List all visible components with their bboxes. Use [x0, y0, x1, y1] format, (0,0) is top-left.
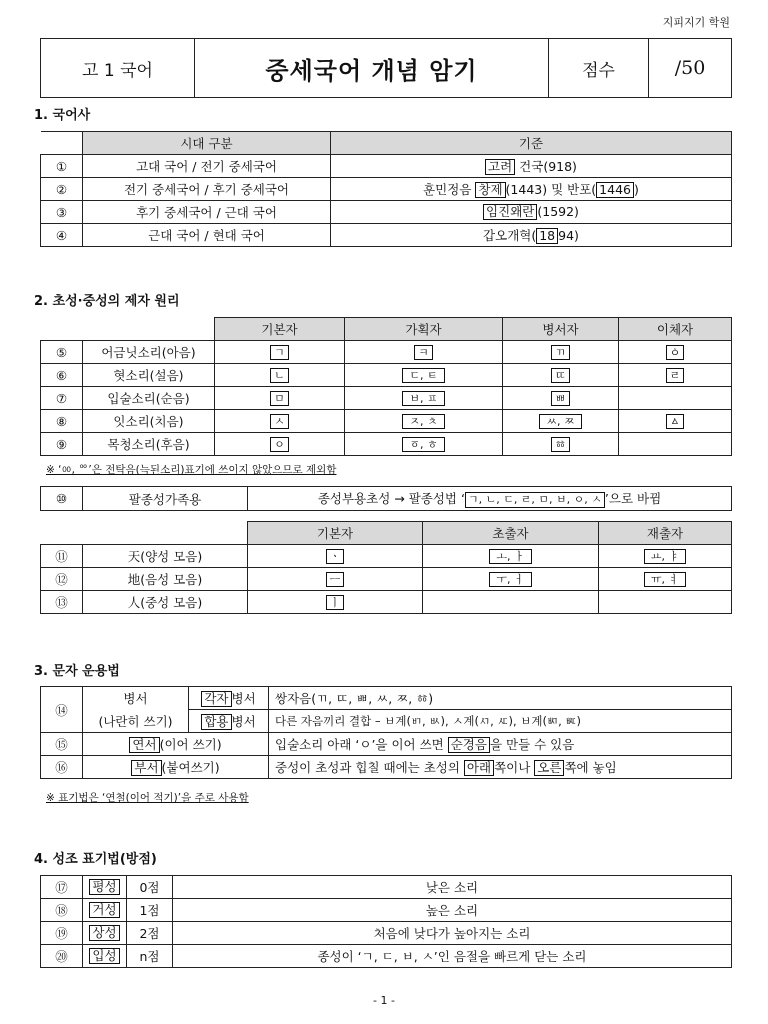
answer-box: ㅿ	[666, 414, 685, 429]
answer-box: 평성	[89, 879, 119, 895]
table-row	[41, 364, 732, 387]
row-number: ⑥	[41, 364, 83, 387]
tone-desc: 높은 소리	[173, 899, 732, 922]
section-1-title: 1. 국어사	[34, 108, 91, 123]
dot-count: n점	[127, 945, 173, 968]
table-row	[41, 155, 732, 178]
answer-box: 1446	[596, 182, 634, 198]
dot-count: 0점	[127, 876, 173, 899]
rule-text: 중성이 초성과 힙칠 때에는 초성의	[275, 760, 464, 775]
table-row	[41, 545, 732, 568]
subtype-cell	[189, 710, 269, 733]
row-number: ⑯	[41, 756, 83, 779]
era-cell: 전기 중세국어 / 후기 중세국어	[83, 178, 331, 201]
col-basis: 기준	[331, 132, 732, 155]
row-number: ⑩	[41, 487, 83, 511]
rule-text: 종성부용초성 → 팔종성법 ‘	[317, 491, 465, 506]
answer-box: ㄹ	[666, 368, 685, 383]
table-row	[41, 756, 732, 779]
empty-cell	[619, 387, 732, 410]
answer-box: 연서	[129, 737, 159, 753]
basis-text: (1443) 및 반포(	[505, 182, 597, 197]
row-number: ③	[41, 201, 83, 224]
empty-cell	[619, 433, 732, 456]
basis-text: 갑오개혁(	[483, 228, 537, 243]
table-row	[41, 341, 732, 364]
answer-box: ㅗ, ㅏ	[489, 549, 531, 564]
basis-text: (1592)	[537, 204, 579, 219]
col-double: 병서자	[503, 318, 619, 341]
table-row	[41, 178, 732, 201]
page-title: 중세국어 개념 암기	[195, 39, 549, 98]
era-cell: 근대 국어 / 현대 국어	[83, 224, 331, 247]
rule-text: 쪽이나	[494, 760, 535, 775]
answer-box: 고려	[485, 159, 515, 175]
answer-box: ㅈ, ㅊ	[402, 414, 444, 429]
consonant-table	[40, 317, 732, 456]
writing-rules-table	[40, 686, 732, 779]
basis-cell	[331, 155, 732, 178]
answer-box: ㄸ	[551, 368, 570, 383]
answer-box: 순경음	[448, 737, 490, 753]
rule-desc: 다른 자음끼리 결합 – ㅂ계(ㅲ, ㅄ), ㅅ계(ㅺ, ㅼ), ㅂ계(ㅴ, ㅵ)	[269, 710, 732, 733]
row-number: ⑰	[41, 876, 83, 899]
basis-text: 94)	[558, 228, 579, 243]
answer-box: ㅛ, ㅑ	[644, 549, 686, 564]
tone-table	[40, 875, 732, 968]
answer-box: ㅣ	[326, 595, 345, 610]
col-basic: 기본자	[215, 318, 345, 341]
basis-text: )	[633, 182, 639, 197]
table-row	[41, 568, 732, 591]
row-number: ⑭	[41, 687, 83, 733]
score-label: 점수	[549, 39, 649, 98]
answer-box: 아래	[464, 760, 494, 776]
row-label: 입술소리(순음)	[83, 387, 215, 410]
row-number: ①	[41, 155, 83, 178]
rule-name-text: (붙여쓰기)	[161, 760, 220, 775]
basis-cell	[331, 178, 732, 201]
note-consonant: ※ ‘ㆀ, ᅇ’은 전탁음(늑된소리)표기에 쓰이지 않았으므로 제외함	[46, 464, 337, 476]
rule-desc: 쌍자음(ㄲ, ㄸ, ㅃ, ㅆ, ㅉ, ㆅ)	[269, 687, 732, 710]
row-number: ⑪	[41, 545, 83, 568]
answer-box: 창제	[475, 182, 505, 198]
answer-box: ㄲ	[551, 345, 570, 360]
table-row	[41, 201, 732, 224]
answer-box: ㄱ, ㄴ, ㄷ, ㄹ, ㅁ, ㅂ, ㅇ, ㅅ	[465, 492, 605, 508]
rule-name-cell	[83, 756, 269, 779]
row-label: 人(중성 모음)	[83, 591, 248, 614]
dot-count: 1점	[127, 899, 173, 922]
answer-box: 부서	[131, 760, 161, 776]
table-row	[41, 922, 732, 945]
rule-text: 을 만들 수 있음	[489, 737, 575, 752]
rule-name-cell	[83, 733, 269, 756]
col-first-vowel: 초출자	[423, 522, 599, 545]
answer-box: ㅋ	[414, 345, 433, 360]
answer-box: 입성	[89, 948, 119, 964]
row-number: ⑬	[41, 591, 83, 614]
answer-box: ㄴ	[270, 368, 289, 383]
basis-text: 건국(918)	[515, 159, 577, 174]
table-row	[41, 410, 732, 433]
row-number: ⑳	[41, 945, 83, 968]
table-row	[41, 710, 732, 733]
vowel-table	[40, 521, 732, 614]
grade-label: 고 1 국어	[41, 39, 195, 98]
row-number: ⑦	[41, 387, 83, 410]
answer-box: ㅁ	[270, 391, 289, 406]
answer-box: ㄱ	[270, 345, 289, 360]
answer-box: ㆅ	[551, 437, 570, 452]
row-label: 잇소리(치음)	[83, 410, 215, 433]
row-number: ④	[41, 224, 83, 247]
answer-box: ㅃ	[551, 391, 570, 406]
academy-name: 지피지기 학원	[662, 16, 730, 29]
table-row	[41, 733, 732, 756]
tone-desc: 낮은 소리	[173, 876, 732, 899]
answer-box: ㄷ, ㅌ	[402, 368, 444, 383]
subtype-cell	[189, 687, 269, 710]
basis-text: 훈민정음	[423, 182, 476, 197]
table-row	[41, 687, 732, 710]
row-number: ⑲	[41, 922, 83, 945]
row-label: 地(음성 모음)	[83, 568, 248, 591]
dot-count: 2점	[127, 922, 173, 945]
row-number: ⑨	[41, 433, 83, 456]
section-2-title: 2. 초성·중성의 제자 원리	[34, 294, 180, 309]
row-label: 혓소리(설음)	[83, 364, 215, 387]
tone-desc: 처음에 낮다가 높아지는 소리	[173, 922, 732, 945]
table-row	[41, 876, 732, 899]
final-consonant-table	[40, 486, 732, 511]
answer-box: ㅆ, ㅉ	[539, 414, 581, 429]
table-row	[41, 224, 732, 247]
answer-box: ㅂ, ㅍ	[402, 391, 444, 406]
row-number: ⑮	[41, 733, 83, 756]
row-number: ⑫	[41, 568, 83, 591]
answer-box: 임진왜란	[483, 204, 537, 220]
answer-box: ㅠ, ㅕ	[644, 572, 686, 587]
rule-cell	[248, 487, 732, 511]
table-row	[41, 487, 732, 511]
tone-desc: 종성이 ‘ㄱ, ㄷ, ㅂ, ㅅ’인 음절을 빠르게 닫는 소리	[173, 945, 732, 968]
section-3-title: 3. 문자 운용법	[34, 664, 120, 679]
note-orthography: ※ 표기법은 ‘연철(이어 적기)’을 주로 사용함	[46, 792, 249, 804]
row-label: 天(양성 모음)	[83, 545, 248, 568]
answer-box: 거성	[89, 902, 119, 918]
row-number: ⑧	[41, 410, 83, 433]
col-variant: 이체자	[619, 318, 732, 341]
col-stroke: 가획자	[345, 318, 503, 341]
section-4-title: 4. 성조 표기법(방점)	[34, 852, 157, 867]
row-number: ⑤	[41, 341, 83, 364]
table-row	[41, 387, 732, 410]
table-row	[41, 899, 732, 922]
empty-cell	[423, 591, 599, 614]
score-value: /50	[649, 39, 732, 98]
answer-box: ㆍ	[326, 549, 345, 564]
answer-box: 각자	[201, 691, 231, 707]
answer-box: ㆆ, ㅎ	[402, 437, 444, 452]
row-label: (나란히 쓰기)	[83, 710, 189, 733]
basis-cell	[331, 224, 732, 247]
rule-desc	[269, 733, 732, 756]
row-number: ⑱	[41, 899, 83, 922]
rule-name-text: (이어 쓰기)	[159, 737, 222, 752]
answer-box: 합용	[201, 714, 231, 730]
rule-text: ’으로 바뀜	[604, 491, 662, 506]
era-cell: 후기 중세국어 / 근대 국어	[83, 201, 331, 224]
answer-box: ㅡ	[326, 572, 345, 587]
rule-text: 입술소리 아래 ‘ㅇ’을 이어 쓰면	[275, 737, 448, 752]
answer-box: 18	[536, 228, 558, 244]
row-label: 팔종성가족용	[83, 487, 248, 511]
subtype-text: 병서	[231, 714, 256, 729]
col-second-vowel: 재출자	[599, 522, 732, 545]
answer-box: 상성	[89, 925, 119, 941]
page-number: - 1 -	[373, 994, 395, 1007]
history-table	[40, 131, 732, 247]
title-table	[40, 38, 732, 98]
col-era: 시대 구분	[83, 132, 331, 155]
answer-box: 오른	[534, 760, 564, 776]
answer-box: ㆁ	[666, 345, 685, 360]
row-number: ②	[41, 178, 83, 201]
answer-box: ㅅ	[270, 414, 289, 429]
table-row	[41, 591, 732, 614]
table-row	[41, 945, 732, 968]
subtype-text: 병서	[231, 691, 256, 706]
era-cell: 고대 국어 / 전기 중세국어	[83, 155, 331, 178]
rule-text: 쪽에 놓임	[564, 760, 617, 775]
rule-desc	[269, 756, 732, 779]
row-label: 병서	[83, 687, 189, 710]
empty-cell	[599, 591, 732, 614]
row-label: 목청소리(후음)	[83, 433, 215, 456]
answer-box: ㅇ	[270, 437, 289, 452]
row-label: 어금닛소리(아음)	[83, 341, 215, 364]
basis-cell	[331, 201, 732, 224]
table-row	[41, 433, 732, 456]
answer-box: ㅜ, ㅓ	[489, 572, 531, 587]
col-basic-vowel: 기본자	[248, 522, 423, 545]
